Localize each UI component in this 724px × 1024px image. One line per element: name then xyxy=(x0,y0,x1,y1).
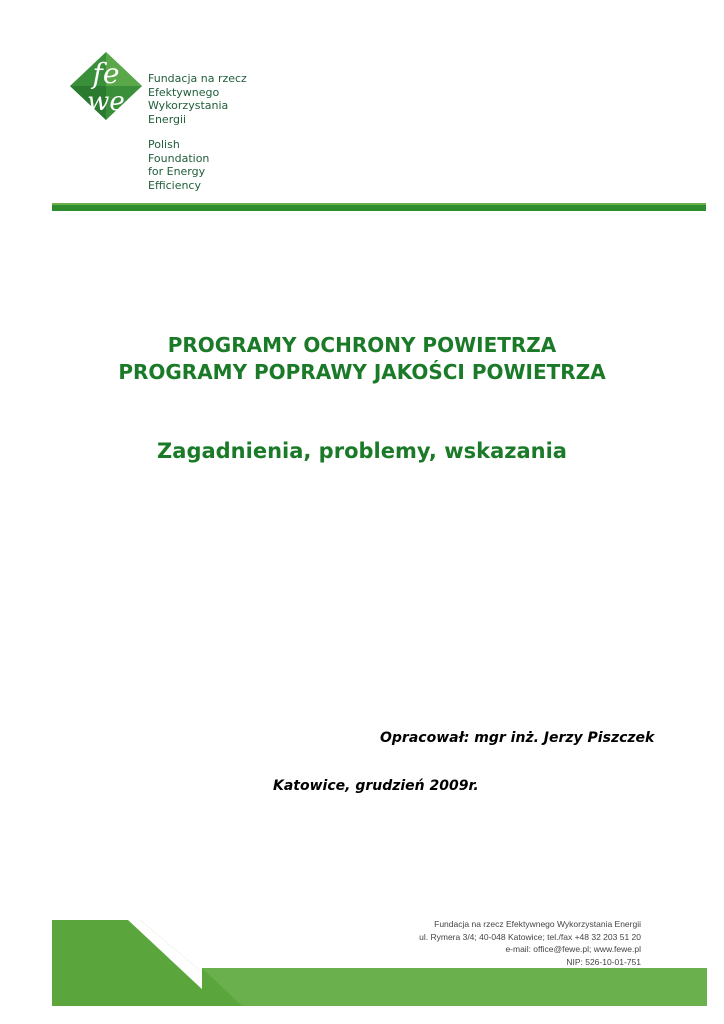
document-title-line2: PROGRAMY POPRAWY JAKOŚCI POWIETRZA xyxy=(118,360,606,384)
header-divider xyxy=(52,203,706,211)
logo-mark-bottom: we xyxy=(87,87,125,117)
logo-mark-top: fe xyxy=(92,57,120,90)
logo-en-line: Foundation xyxy=(148,151,210,165)
fewe-logo-mark xyxy=(68,50,144,122)
footer-line: e-mail: office@fewe.pl; www.fewe.pl xyxy=(505,944,641,954)
document-place-date: Katowice, grudzień 2009r. xyxy=(273,778,479,794)
logo-en-line: Polish xyxy=(148,138,180,151)
logo-pl-line: Energii xyxy=(148,112,187,126)
logo-en-line: Efficiency xyxy=(148,178,201,192)
footer-line: Fundacja na rzecz Efektywnego Wykorzystania Energii xyxy=(434,919,641,929)
logo-name-polish xyxy=(148,72,247,126)
fewe-logo xyxy=(68,50,248,190)
logo-pl-line: Efektywnego xyxy=(148,85,220,99)
document-subtitle: Zagadnienia, problemy, wskazania xyxy=(157,439,567,463)
footer-line: NIP: 526-10-01-751 xyxy=(566,956,641,967)
logo-pl-line: Fundacja na rzecz xyxy=(148,72,247,85)
footer-contact-info xyxy=(419,918,641,968)
logo-en-line: for Energy xyxy=(148,165,206,178)
logo-name-english xyxy=(148,138,209,192)
document-title-line1: PROGRAMY OCHRONY POWIETRZA xyxy=(167,333,557,357)
logo-pl-line: Wykorzystania xyxy=(148,99,229,112)
document-author: Opracował: mgr inż. Jerzy Piszczek xyxy=(380,730,655,746)
footer-line: ul. Rymera 3/4; 40-048 Katowice; tel./fax +48 32 203 51 20 xyxy=(419,931,641,942)
